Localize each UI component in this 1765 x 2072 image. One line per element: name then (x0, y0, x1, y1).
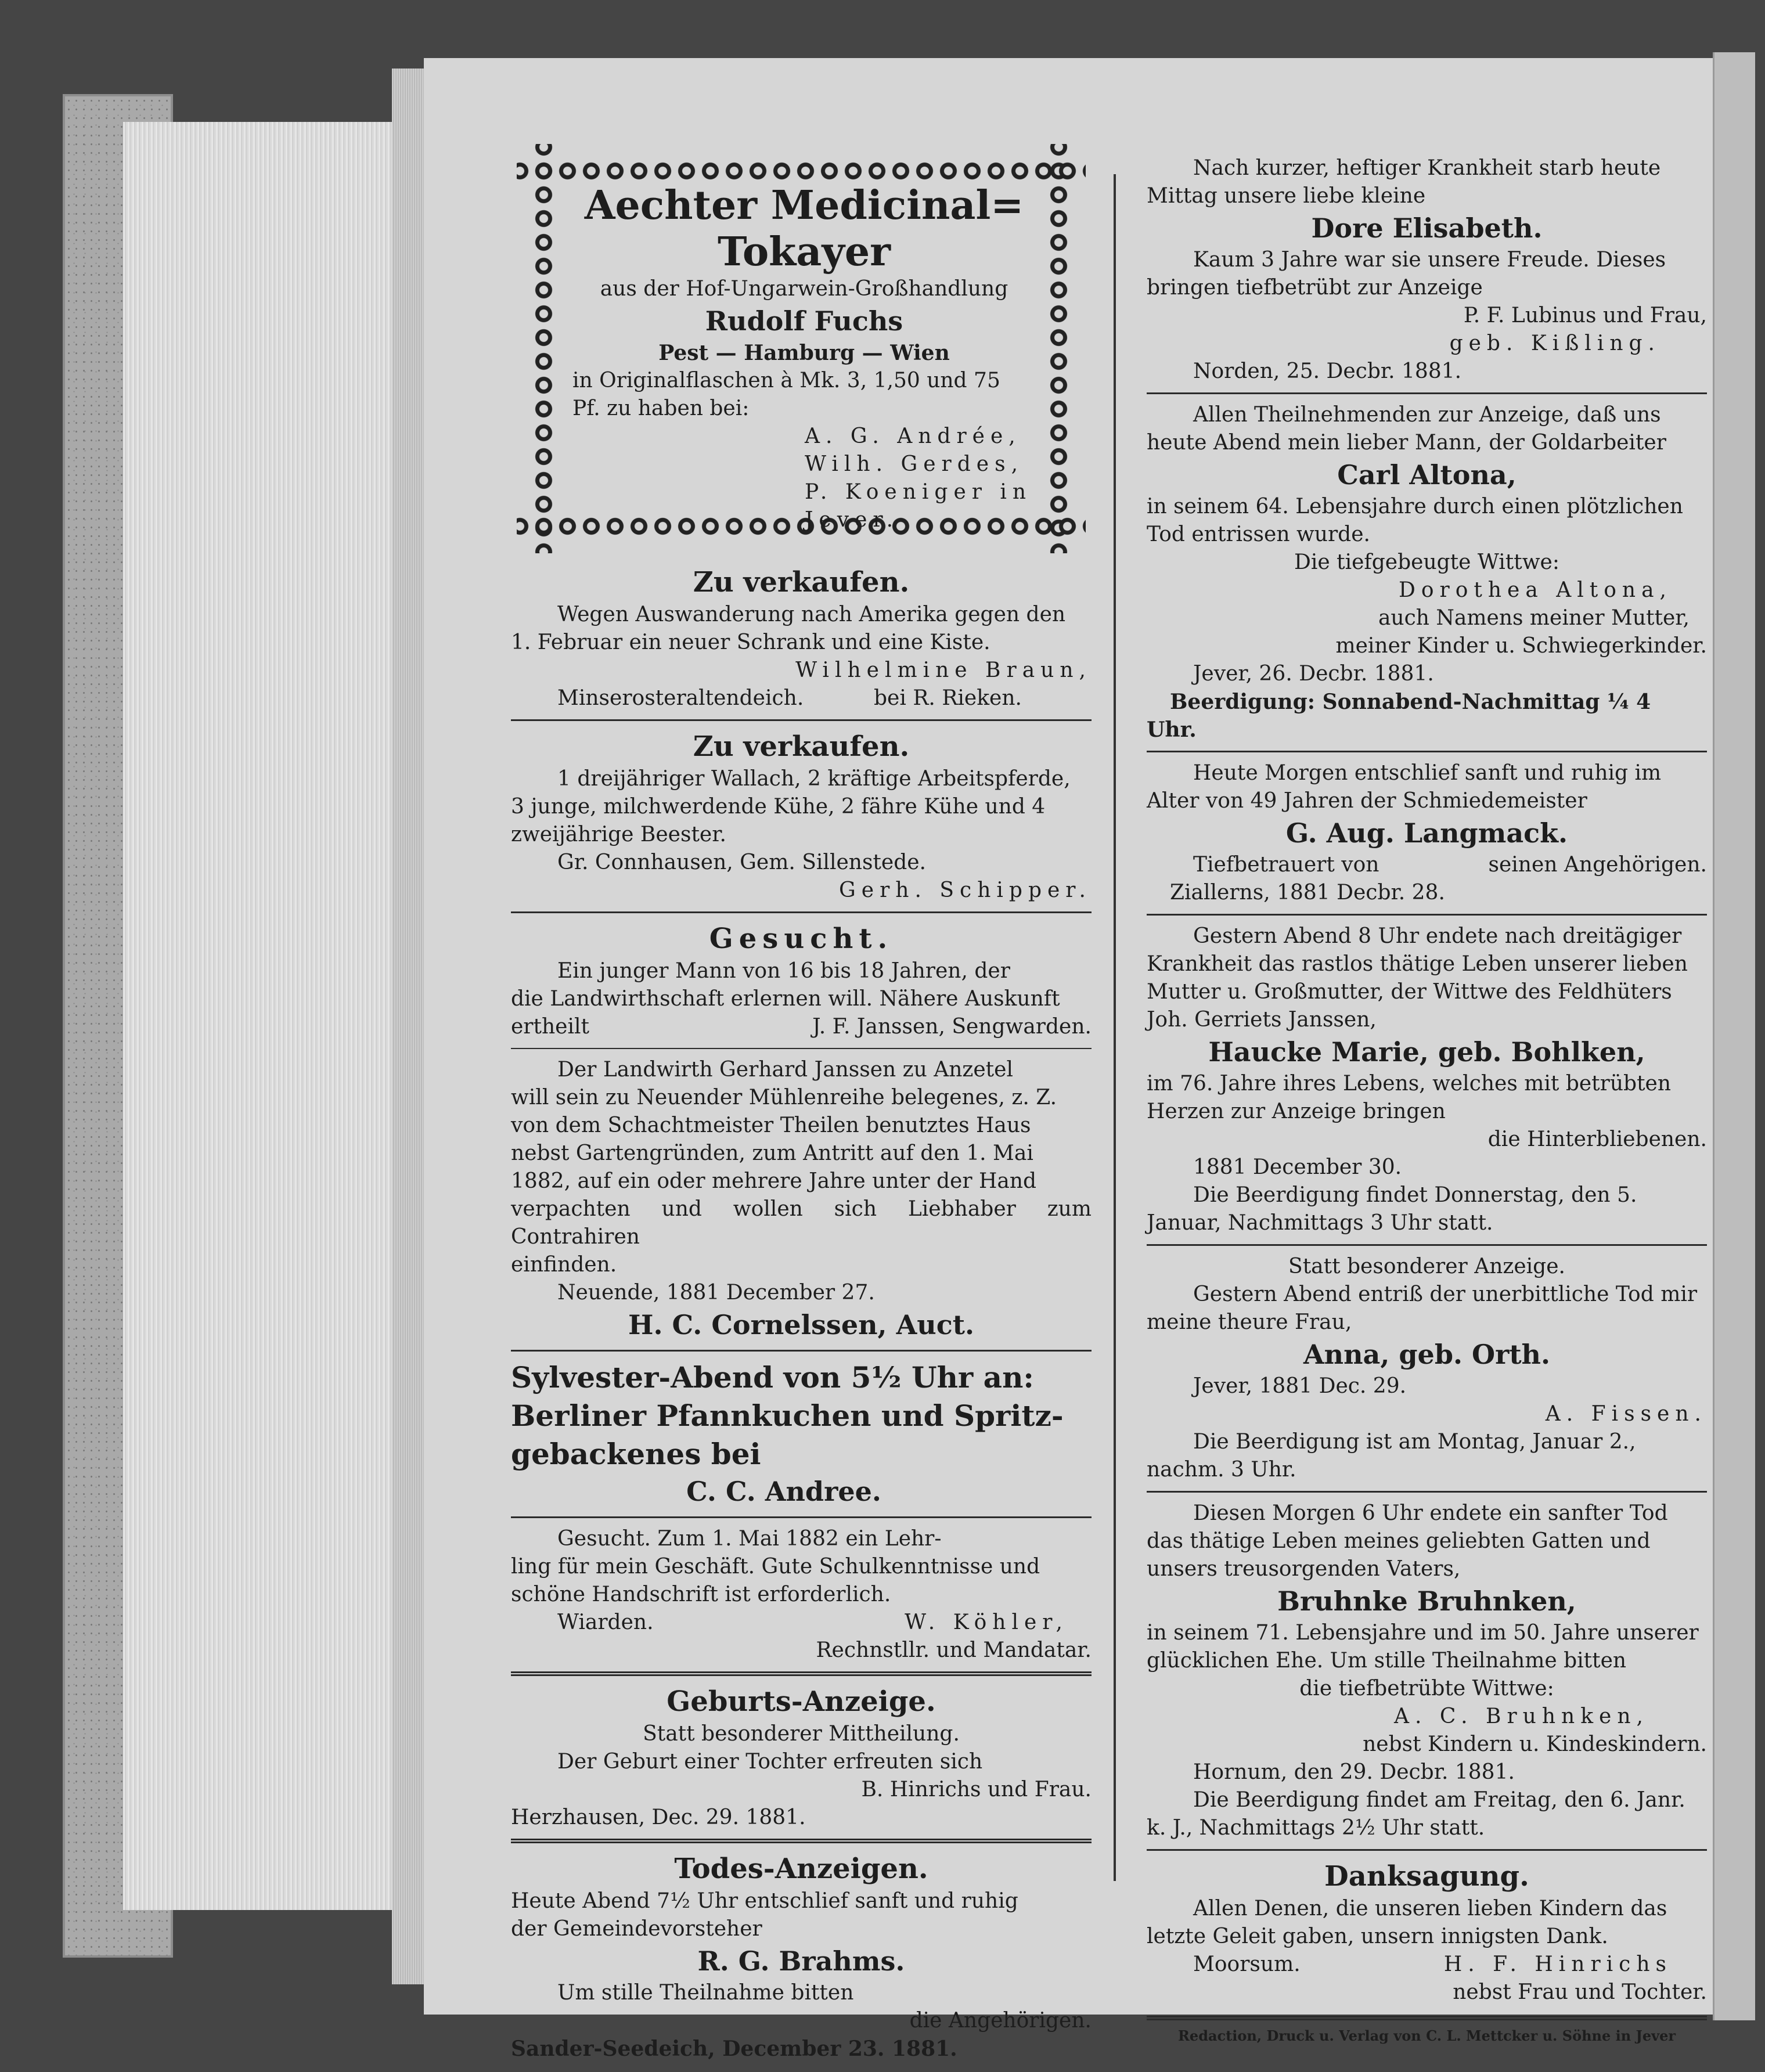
lease-text-5: 1882, auf ein oder mehrere Jahre unter der Hand (511, 1169, 1037, 1193)
langmack-text-3a: Tiefbetrauert von (1193, 853, 1379, 877)
sylvester-ad (511, 1354, 1092, 1518)
hauke-text-1: Gestern Abend 8 Uhr endete nach dreitägiger (1193, 924, 1682, 948)
anna-name: Anna, geb. Orth. (1303, 1339, 1551, 1370)
wanted-text-3a: ertheilt (511, 1015, 589, 1039)
hauke-text-3: Mutter u. Großmutter, der Wittwe des Feldhüters (1147, 980, 1672, 1004)
sylvester-line-1: Sylvester-Abend von 5½ Uhr an: (511, 1360, 1034, 1394)
apprentice-name: W. Köhler, (905, 1610, 1068, 1634)
bruhnken-text-6: Die Beerdigung findet am Freitag, den 6. Janr. (1193, 1788, 1685, 1812)
tokayer-title-2: Tokayer (718, 229, 891, 275)
anna-text-5: nachm. 3 Uhr. (1147, 1458, 1296, 1482)
death-signature: die Angehörigen. (909, 2009, 1092, 2033)
tokayer-dealer-1: A. G. Andrée, (805, 424, 1021, 448)
dore-text-1: Nach kurzer, heftiger Krankheit starb heute (1193, 156, 1661, 180)
tokayer-firm: Rudolf Fuchs (705, 305, 903, 337)
wanted-heading: Gesucht. (709, 923, 894, 955)
hauke-text-8: Januar, Nachmittags 3 Uhr statt. (1147, 1211, 1493, 1235)
sylvester-line-3: gebackenes bei (511, 1437, 761, 1471)
imprint-footer: Redaction, Druck u. Verlag von C. L. Mettcker u. Söhne in Jever (1147, 2016, 1707, 2046)
sale-1-text-1: Wegen Auswanderung nach Amerika gegen den (557, 603, 1066, 626)
sale-1-text-2: 1. Februar ein neuer Schrank und eine Kiste. (511, 630, 990, 654)
anna-notice (1147, 1248, 1707, 1493)
hauke-text-5: im 76. Jahre ihres Lebens, welches mit betrübten (1147, 1072, 1672, 1096)
thanks-notice (1147, 1853, 1707, 2013)
apprentice-place: Wiarden. (557, 1610, 654, 1634)
dore-text-2: Mittag unsere liebe kleine (1147, 184, 1426, 208)
altona-text-2: heute Abend mein lieber Mann, der Goldarbeiter (1147, 431, 1666, 455)
langmack-text-3b: seinen Angehörigen. (1488, 853, 1707, 877)
apprentice-title: Rechnstllr. und Mandatar. (816, 1638, 1092, 1662)
langmack-notice (1147, 755, 1707, 916)
thanks-sig-2: nebst Frau und Tochter. (1453, 1980, 1707, 2004)
wanted-text-2: die Landwirthschaft erlernen will. Nähere Auskunft (511, 987, 1060, 1011)
birth-heading: Geburts-Anzeige. (667, 1685, 936, 1718)
tokayer-line-3: Pf. zu haben bei: (572, 397, 750, 420)
lease-text-2: will sein zu Neuender Mühlenreihe belegenes, z. Z. (511, 1086, 1057, 1109)
sale-1-place: Minserosteraltendeich. (557, 686, 804, 710)
lease-ad (511, 1051, 1092, 1352)
lease-date: Neuende, 1881 December 27. (557, 1281, 875, 1305)
sale-2-place: Gr. Connhausen, Gem. Sillenstede. (557, 851, 926, 874)
bruhnken-text-1: Diesen Morgen 6 Uhr endete ein sanfter Tod (1193, 1501, 1668, 1525)
bruhnken-sig-3: nebst Kindern u. Kindeskindern. (1363, 1732, 1707, 1756)
sale-2-text-1: 1 dreijähriger Wallach, 2 kräftige Arbeitspferde, (557, 767, 1071, 791)
tokayer-dealer-3: P. Koeniger in Jever. (805, 480, 1032, 532)
altona-burial: Beerdigung: Sonnabend-Nachmittag ¼ 4 Uhr. (1147, 690, 1651, 742)
hauke-text-6: Herzen zur Anzeige bringen (1147, 1100, 1446, 1123)
tokayer-line-1: aus der Hof-Ungarwein-Großhandlung (600, 277, 1008, 301)
sale-1-heading: Zu verkaufen. (693, 566, 910, 599)
death-place: Sander-Seedeich, December 23. 1881. (511, 2037, 957, 2061)
altona-text-4: Tod entrissen wurde. (1147, 522, 1370, 546)
death-text-2: der Gemeindevorsteher (511, 1917, 762, 1941)
sale-2-text-3: zweijährige Beester. (511, 823, 726, 846)
thanks-place: Moorsum. (1193, 1952, 1301, 1976)
bruhnken-text-5: glücklichen Ehe. Um stille Theilnahme bitten (1147, 1649, 1627, 1673)
death-heading: Todes-Anzeigen. (674, 1853, 928, 1885)
apprentice-text-2: ling für mein Geschäft. Gute Schulkenntnisse und (511, 1555, 1040, 1579)
altona-sig-3: auch Namens meiner Mutter, (1378, 606, 1690, 630)
hauke-notice (1147, 918, 1707, 1246)
wanted-ad (511, 916, 1092, 1049)
langmack-name: G. Aug. Langmack. (1285, 817, 1568, 849)
altona-text-3: in seinem 64. Lebensjahre durch einen plötzlichen (1147, 495, 1683, 518)
sylvester-signature: C. C. Andree. (686, 1476, 881, 1507)
altona-sig-1: Die tiefgebeugte Wittwe: (1294, 550, 1559, 574)
anna-text-3: meine theure Frau, (1147, 1310, 1352, 1334)
langmack-text-2: Alter von 49 Jahren der Schmiedemeister (1147, 789, 1587, 813)
birth-place: Herzhausen, Dec. 29. 1881. (511, 1806, 806, 1829)
thanks-heading: Danksagung. (1324, 1860, 1529, 1893)
death-ad (511, 1846, 1092, 2070)
birth-ad (511, 1678, 1092, 1843)
dore-place: Norden, 25. Decbr. 1881. (1193, 359, 1462, 383)
tokayer-dealer-2: Wilh. Gerdes, (805, 452, 1024, 476)
bruhnken-text-4: in seinem 71. Lebensjahre und im 50. Jahre unserer (1147, 1621, 1699, 1645)
altona-sig-2: Dorothea Altona, (1398, 578, 1672, 602)
apprentice-text-3: schöne Handschrift ist erforderlich. (511, 1583, 891, 1606)
page-block (123, 122, 397, 1910)
altona-text-1: Allen Theilnehmenden zur Anzeige, daß uns (1193, 403, 1661, 427)
right-column (1147, 150, 1707, 2046)
hauke-date: 1881 December 30. (1193, 1155, 1402, 1179)
lease-signature: H. C. Cornelssen, Auct. (628, 1309, 974, 1341)
anna-signature: A. Fissen. (1545, 1402, 1707, 1426)
hauke-signature: die Hinterbliebenen. (1487, 1127, 1707, 1151)
altona-sig-4: meiner Kinder u. Schwiegerkinder. (1335, 634, 1707, 658)
wanted-text-3b: J. F. Janssen, Sengwarden. (812, 1015, 1092, 1039)
column-divider (1114, 174, 1116, 1881)
lease-text-3: von dem Schachtmeister Theilen benutztes Haus (511, 1114, 1031, 1137)
sylvester-line-2: Berliner Pfannkuchen und Spritz- (511, 1399, 1064, 1433)
anna-text-1: Statt besonderer Anzeige. (1288, 1255, 1565, 1278)
birth-names: B. Hinrichs und Frau. (861, 1778, 1092, 1801)
bruhnken-sig-1: die tiefbetrübte Wittwe: (1299, 1677, 1554, 1700)
page-edge (1713, 52, 1755, 2020)
apprentice-text-1: Gesucht. Zum 1. Mai 1882 ein Lehr- (557, 1527, 942, 1551)
altona-place: Jever, 26. Decbr. 1881. (1193, 662, 1434, 686)
sale-2-heading: Zu verkaufen. (693, 730, 910, 763)
bruhnken-text-2: das thätige Leben meines geliebten Gatten und (1147, 1529, 1651, 1553)
bruhnken-notice (1147, 1495, 1707, 1851)
sale-2-name: Gerh. Schipper. (839, 878, 1092, 902)
hauke-text-7: Die Beerdigung findet Donnerstag, den 5. (1193, 1183, 1637, 1207)
lease-text-1: Der Landwirth Gerhard Janssen zu Anzetel (557, 1058, 1013, 1082)
apprentice-ad (511, 1520, 1092, 1676)
death-text-1: Heute Abend 7½ Uhr entschlief sanft und ruhig (511, 1889, 1018, 1913)
death-text-3: Um stille Theilnahme bitten (557, 1981, 854, 2005)
tokayer-line-2: in Originalflaschen à Mk. 3, 1,50 und 75 (572, 369, 1000, 392)
langmack-place: Ziallerns, 1881 Decbr. 28. (1170, 881, 1445, 905)
sale-2-text-2: 3 junge, milchwerdende Kühe, 2 fähre Kühe und 4 (511, 795, 1046, 819)
sale-1-care: bei R. Rieken. (874, 686, 1022, 710)
page-block-inner (392, 69, 424, 1984)
thanks-text-2: letzte Geleit gaben, unsern innigsten Dank. (1147, 1925, 1608, 1948)
thanks-sig-1: H. F. Hinrichs (1443, 1952, 1672, 1976)
wanted-text-1: Ein junger Mann von 16 bis 18 Jahren, der (557, 959, 1010, 983)
tokayer-title-1: Aechter Medicinal= (584, 182, 1024, 229)
bruhnken-name: Bruhnke Bruhnken, (1277, 1585, 1576, 1617)
hauke-text-2: Krankheit das rastlos thätige Leben unserer lieben (1147, 952, 1688, 976)
altona-notice (1147, 397, 1707, 752)
anna-text-4: Die Beerdigung ist am Montag, Januar 2., (1193, 1430, 1636, 1454)
birth-text-1: Statt besonderer Mittheilung. (643, 1722, 960, 1746)
lease-text-7: einfinden. (511, 1253, 617, 1277)
thanks-text-1: Allen Denen, die unseren lieben Kindern das (1193, 1897, 1667, 1920)
sale-1-name: Wilhelmine Braun, (795, 658, 1092, 682)
bruhnken-sig-2: A. C. Bruhnken, (1393, 1705, 1649, 1728)
altona-name: Carl Altona, (1337, 459, 1517, 491)
dore-name: Dore Elisabeth. (1311, 212, 1543, 244)
hauke-text-4: Joh. Gerriets Janssen, (1147, 1008, 1377, 1032)
dore-notice (1147, 150, 1707, 394)
death-name: R. G. Brahms. (697, 1945, 905, 1977)
dore-sig-2: geb. Kißling. (1449, 331, 1660, 355)
tokayer-cities: Pest — Hamburg — Wien (658, 341, 950, 365)
bruhnken-place: Hornum, den 29. Decbr. 1881. (1193, 1760, 1515, 1784)
anna-text-2: Gestern Abend entriß der unerbittliche Tod mir (1193, 1282, 1698, 1306)
hauke-name: Haucke Marie, geb. Bohlken, (1208, 1036, 1645, 1068)
sale-ad-2 (511, 723, 1092, 913)
lease-text-4: nebst Gartengründen, zum Antritt auf den 1. Mai (511, 1141, 1033, 1165)
langmack-text-1: Heute Morgen entschlief sanft und ruhig im (1193, 761, 1662, 785)
bruhnken-text-3: unsers treusorgenden Vaters, (1147, 1557, 1461, 1581)
tokayer-ad (517, 144, 1086, 553)
lease-text-6: verpachten und wollen sich Liebhaber zum Contrahiren (511, 1197, 1092, 1249)
dore-sig-1: P. F. Lubinus und Frau, (1463, 304, 1707, 327)
bruhnken-text-7: k. J., Nachmittags 2½ Uhr statt. (1147, 1816, 1485, 1840)
birth-text-2: Der Geburt einer Tochter erfreuten sich (557, 1750, 983, 1774)
dore-text-3: Kaum 3 Jahre war sie unsere Freude. Dieses (1193, 248, 1666, 272)
sale-ad-1 (511, 559, 1092, 721)
left-column (511, 144, 1092, 2072)
dore-text-4: bringen tiefbetrübt zur Anzeige (1147, 276, 1483, 300)
anna-place: Jever, 1881 Dec. 29. (1193, 1374, 1407, 1398)
